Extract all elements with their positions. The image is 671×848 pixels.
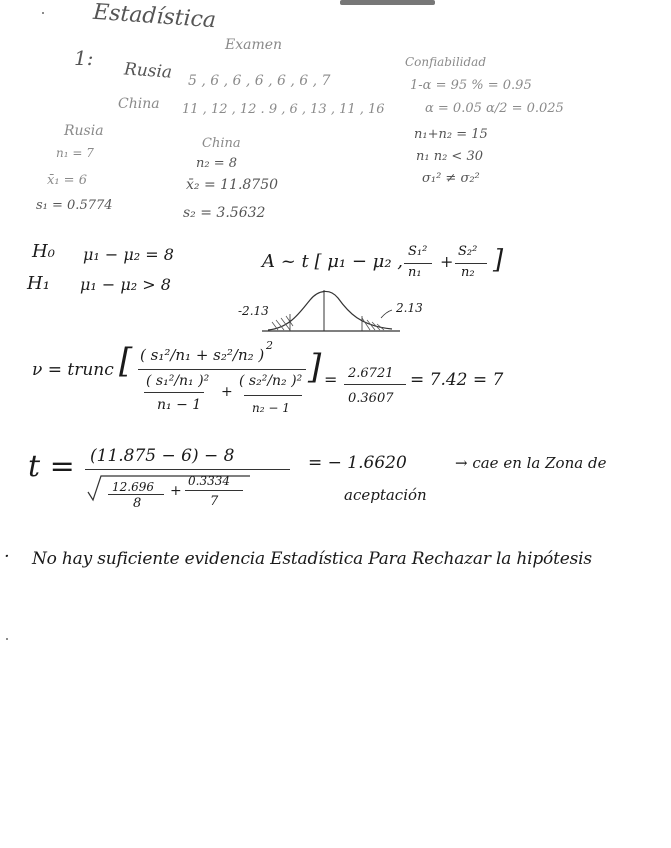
right-critical-value: 2.13 <box>396 301 423 315</box>
df-numerator: ( s₁²/n₁ + s₂²/n₂ ) <box>140 346 265 364</box>
distribution-plus: + <box>440 252 454 271</box>
russia-sd: s₁ = 0.5774 <box>36 198 113 213</box>
problem-number: 1: <box>74 46 94 70</box>
h1-expression: μ₁ − μ₂ > 8 <box>80 275 171 294</box>
confidence-line-5: σ₁² ≠ σ₂² <box>422 171 480 186</box>
t-radical-a-den: 8 <box>133 496 142 511</box>
china-sd: s₂ = 3.5632 <box>183 205 266 221</box>
russia-n: n₁ = 7 <box>56 146 94 160</box>
conclusion-bullet: · <box>4 546 10 567</box>
df-lhs: ν = trunc <box>32 360 114 380</box>
t-radical-a-num: 12.696 <box>112 480 154 494</box>
distribution-term1-num: S₁² <box>408 244 428 259</box>
china-label: China <box>118 96 160 112</box>
df-den-a-under: n₁ − 1 <box>157 397 202 413</box>
distribution-close: ] <box>493 245 504 275</box>
df-den-a: ( s₁²/n₁ )² <box>146 373 210 389</box>
conclusion-text: No hay suficiente evidencia Estadística Para Rechazar la hipótesis <box>32 549 592 569</box>
distribution-term2-num: S₂² <box>458 244 478 259</box>
title-estadistica: Estadística <box>92 0 217 34</box>
china-values: 11 , 12 , 12 . 9 , 6 , 13 , 11 , 16 <box>182 102 385 117</box>
confidence-line-2: α = 0.05 α/2 = 0.025 <box>425 101 564 116</box>
t-radical-b-num: 0.3334 <box>188 474 230 488</box>
t-label: t = <box>28 449 75 484</box>
t-radical-b-den: 7 <box>210 494 219 509</box>
left-critical-value: -2.13 <box>238 304 269 318</box>
title-examen: Examen <box>225 37 283 53</box>
russia-values: 5 , 6 , 6 , 6 , 6 , 6 , 7 <box>188 73 331 89</box>
china-stats-label: China <box>202 136 241 151</box>
t-value: = − 1.6620 <box>308 453 407 473</box>
t-interpretation: → cae en la Zona de <box>455 454 607 472</box>
t-radical-plus: + <box>170 483 182 499</box>
df-fraction-den: 0.3607 <box>348 391 394 406</box>
confidence-heading: Confiabilidad <box>405 55 487 69</box>
t-interpretation-2: aceptación <box>344 486 427 504</box>
df-den-b: ( s₂²/n₂ )² <box>239 373 303 389</box>
df-result: = 7.42 = 7 <box>410 370 504 390</box>
h1-label: H₁ <box>27 273 50 294</box>
h0-expression: μ₁ − μ₂ = 8 <box>83 245 174 264</box>
df-open-bracket: [ <box>119 341 133 381</box>
df-exponent: 2 <box>266 339 273 352</box>
df-den-plus: + <box>221 384 233 400</box>
t-numerator: (11.875 − 6) − 8 <box>90 446 235 466</box>
fraction-bar <box>185 490 243 491</box>
russia-stats-label: Rusia <box>64 123 104 139</box>
df-close-bracket: ] <box>308 347 322 387</box>
df-equals: = <box>324 370 338 389</box>
russia-label: Rusia <box>123 59 173 83</box>
confidence-line-3: n₁+n₂ = 15 <box>414 127 488 142</box>
h0-label: H₀ <box>32 241 55 262</box>
df-fraction-num: 2.6721 <box>348 366 394 381</box>
ink-dot <box>6 638 8 640</box>
confidence-line-1: 1-α = 95 % = 0.95 <box>410 78 532 93</box>
china-n: n₂ = 8 <box>196 156 238 171</box>
distribution-term2-den: n₂ <box>461 265 475 280</box>
russia-mean: x̄₁ = 6 <box>47 173 87 188</box>
distribution-lhs: A ~ t [ μ₁ − μ₂ , <box>262 251 404 272</box>
china-mean: x̄₂ = 11.8750 <box>186 177 279 193</box>
fraction-bar <box>108 494 164 495</box>
confidence-line-4: n₁ n₂ < 30 <box>416 149 483 164</box>
distribution-term1-den: n₁ <box>408 265 422 280</box>
df-den-b-under: n₂ − 1 <box>252 401 290 415</box>
